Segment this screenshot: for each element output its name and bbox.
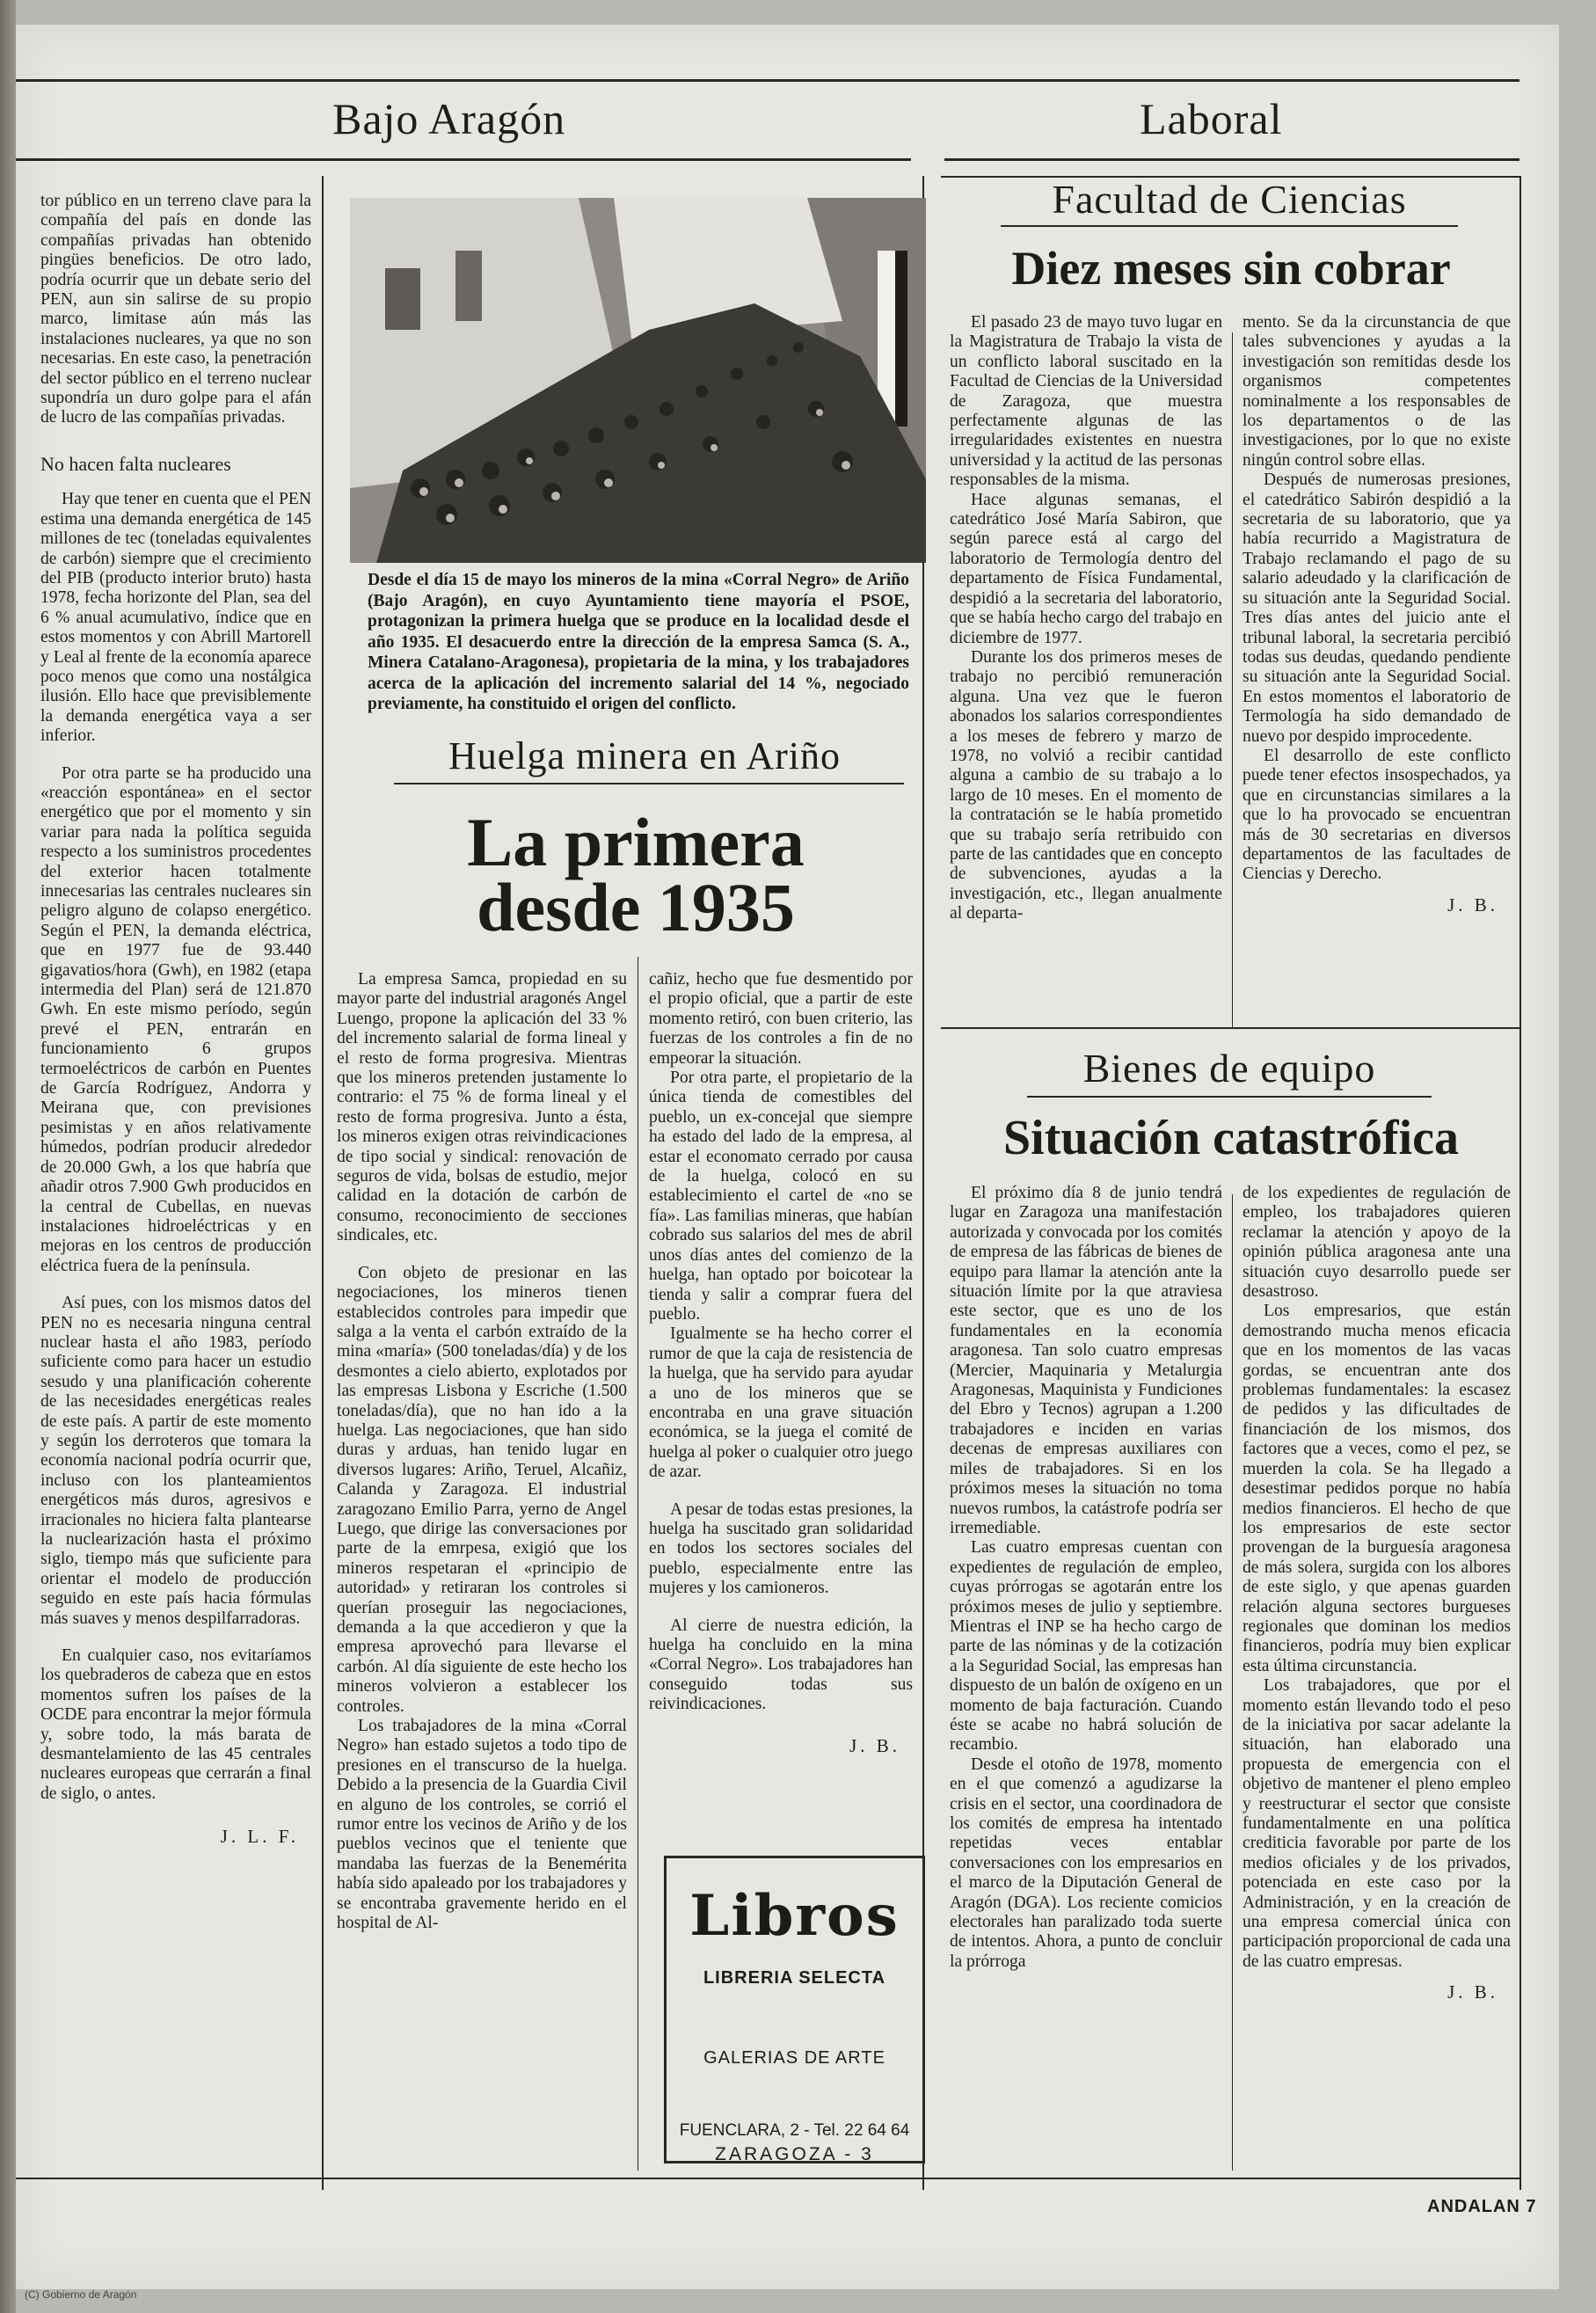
miners-crowd-photo bbox=[350, 198, 926, 563]
facultad-paragraph: Durante los dos primeros meses de trabajo no percibió remuneración alguna. Una vez que le fueron abonados los salarios correspondientes a los meses de febrero y marzo de 1978, no volvió a recibir cantidad alguna a cambio de su trabajo a lo largo de 10 meses. En el momento de la contratación se le había prometido que su trabajo sería retribuido con parte de las cantidades que en concepto de subvenciones, ayudas a la investigación, etc., llegan anualmente al departa- bbox=[950, 647, 1222, 923]
facultad-kicker: Facultad de Ciencias bbox=[1052, 177, 1407, 222]
bienes-column-1 bbox=[950, 1184, 1222, 1972]
ad-address: FUENCLARA, 2 - Tel. 22 64 64 bbox=[679, 2121, 910, 2140]
page-folio: ANDALAN 7 bbox=[1427, 2197, 1537, 2216]
bienes-title: Situación catastrófica bbox=[1003, 1111, 1459, 1165]
nuclear-paragraph: Así pues, con los mismos datos del PEN no es necesaria ninguna central nuclear hasta el año 1983, período suficiente como para hacer un estudio sesudo y una planificación coherente de las necesidades energéticas reales de este país. A partir de este momento y según los derroteros que tomara la economía nacional podría ocurrir que, incluso con los planteamientos energéticos más duros, agresivos e irracionales no hiciera falta plantearse la nuclearización hasta el próximo siglo, tiempo más que suficiente para orientar el modelo de producción seguido en este país hacia fórmulas más suaves y menos despilfarradoras. bbox=[40, 1294, 311, 1628]
huelga-paragraph: cañiz, hecho que fue desmentido por el propio oficial, que a partir de este momento retiró, con buen criterio, las fuerzas de los controles a fin de no empeorar la situación. bbox=[649, 970, 913, 1068]
huelga-paragraph: Al cierre de nuestra edición, la huelga ha concluido en la mina «Corral Negro». Los trabajadores han conseguido todas sus reivindicaciones. bbox=[649, 1616, 913, 1714]
right-box-side bbox=[1519, 176, 1521, 2190]
section-header-right: Laboral bbox=[1140, 94, 1283, 143]
photo-caption: Desde el día 15 de mayo los mineros de la mina «Corral Negro» de Ariño (Bajo Aragón), en cuyo Ayuntamiento tiene mayoría el PSOE, protagonizan la primera huelga que se produce en la localidad desde el año 1935. El desacuerdo entre la dirección de la empresa Samca (S. A., Minera Catalano-Aragonesa), propietaria de la mina, y los trabajadores acerca de la aplicación del incremento salarial del 14 %, negociado previamente, ha constituido el origen del conflicto. bbox=[368, 571, 909, 713]
column-divider-left bbox=[322, 176, 324, 2190]
huelga-column-2 bbox=[649, 970, 913, 1755]
huelga-paragraph: Con objeto de presionar en las negociaciones, los mineros tienen establecidos controles para impedir que salga a la venta el carbón extraído de la mina «maría» (500 toneladas/día) y de los desmontes a cielo abierto, explotados por las empresas Lisbona y Escriche (1.500 toneladas/día), que no han ido a la huelga. Las negociaciones, que han sido duras y arduas, han tenido lugar en diversos lugares: Ariño, Teruel, Alcañiz, Calanda y Zaragoza. El industrial zaragozano Emilio Parra, yerno de Angel Luego, que dirige las conversaciones por parte de la emrpesa, exigió que los mineros respetaran el «principio de autoridad» y retiraran los controles si querían proseguir las negociaciones, demanda a la que accedieron y que la empresa aprovechó para llevarse el carbón. Al día siguiente de este hecho los mineros volvieron a establecer los controles. bbox=[337, 1263, 627, 1716]
facultad-paragraph: El desarrollo de este conflicto puede tener efectos insospechados, ya que en circunstancias similares a la que lo ha provocado se encuentran más de 30 secretarias en diversos departamentos de las facultades de Ciencias y Derecho. bbox=[1243, 746, 1511, 884]
bienes-paragraph: Los empresarios, que están demostrando mucha menos eficacia que en los momentos de las vacas gordas, se encuentran ante dos problemas fundamentales: la escasez de pedidos y las dificultades de financiación de los mismos, dos factores que a veces, como el pez, se muerden la cola. Se ha llegado a desestimar pedidos porque no había medios financieros. El hecho de que los empresarios de este sector provengan de la burguesía aragonesa de más solera, surgida con los albores de este siglo, y que apenas guarden relación alguna sectores burgueses regionales que dominan los medios financieros, podría muy bien explicar esta última circunstancia. bbox=[1243, 1302, 1511, 1675]
bienes-paragraph: El próximo día 8 de junio tendrá lugar en Zaragoza una manifestación autorizada y convocada por los comités de empresa de las fábricas de bienes de equipo para llamar la atención ante la situación límite por la que atraviesa este sector, que es uno de los fundamentales en la economía aragonesa. Tan solo cuatro empresas (Mercier, Maquinaria y Metalurgia Aragonesas, Maquinista y Fundiciones del Ebro y Tecnos) agrupan a 1.200 trabajadores e inciden en varias decenas de empresas auxiliares con miles de trabajadores. Si en los próximos meses la situación no toma nuevos rumbos, la catástrofe podría ser irremediable. bbox=[950, 1184, 1222, 1537]
kicker-underline bbox=[394, 783, 904, 784]
facultad-column-1 bbox=[950, 313, 1222, 924]
ad-line: GALERIAS DE ARTE bbox=[703, 2048, 885, 2068]
nuclear-intro: tor público en un terreno clave para la compañía del país en donde las compañías privadas han obtenido pingües beneficios. De otro lado, podría ocurrir que un debate serio del PEN, aun sin salirse de su propio marco, limitase aún más las instalaciones nucleares, ya que no son necesarias. En este caso, la penetración del sector público en el terreno nuclear supondría un duro golpe para el afán de lucro de las compañías privadas. bbox=[40, 192, 311, 427]
section-header-left: Bajo Aragón bbox=[332, 94, 566, 143]
bienes-paragraph: Desde el otoño de 1978, momento en el que comenzó a agudizarse la crisis en el sector, una coordinadora de los comités de empresa ha intentado repetidas veces entablar conversaciones con los empresarios en el marco de la Diputación General de Aragón (DGA). Los reciente comicios electorales han paralizado toda suerte de intentos. Ahora, a punto de concluir la prórroga bbox=[950, 1755, 1222, 1971]
newspaper-page bbox=[16, 25, 1559, 2289]
bienes-paragraph: Los trabajadores, que por el momento están llevando todo el peso de la iniciativa por sacar adelante la situación, han elaborado una propuesta de emergencia con el objetivo de mantener el pleno empleo y reestructurar el sector que consiste fundamentalmente en una política crediticia favorable por parte de los medios oficiales y de los privados, potenciada en este caso por la Administración, y en la creación de una empresa comercial única con participación proporcional de cada una de las cuatro empresas. bbox=[1243, 1676, 1511, 1971]
facultad-column-2 bbox=[1243, 313, 1511, 915]
ad-brand: Libros bbox=[689, 1883, 900, 1949]
facultad-paragraph: El pasado 23 de mayo tuvo lugar en la Magistratura de Trabajo la vista de un conflicto laboral suscitado en la Facultad de Ciencias de la Universidad de Zaragoza, que muestra perfectamente algunas de las irregularidades existentes en nuestra universidad y la actitud de las personas responsables de la misma. bbox=[950, 313, 1222, 490]
header-bottom-rule-left bbox=[16, 158, 911, 161]
huelga-paragraph: Igualmente se ha hecho correr el rumor de que la caja de resistencia de la huelga, que ha servido para ayudar a uno de los mineros que se encontraba en una grave situación económica, se la juega el comité de huelga al poker o cualquier otro juego de azar. bbox=[649, 1324, 913, 1482]
bienes-paragraph: Las cuatro empresas cuentan con expedientes de regulación de empleo, cuyas prórrogas se agotarán entre los próximos meses de julio y septiembre. Mientras el INP se ha hecho cargo de parte de las nóminas y de la cotización a la Seguridad Social, las empresas han dispuesto de un balón de oxígeno en un momento de baja facturación. Cuando éste se acabe no habrá solución de recambio. bbox=[950, 1538, 1222, 1755]
facultad-paragraph: Hace algunas semanas, el catedrático José María Sabiron, que según parece está al cargo del laboratorio de Termología dentro del departamento de Física Fundamental, despidió a la secretaria del laboratorio, que se había hecho cargo del trabajo en diciembre de 1977. bbox=[950, 490, 1222, 647]
bienes-column-2 bbox=[1243, 1184, 1511, 2003]
page-edge-shadow bbox=[0, 0, 16, 2313]
ad-line: LIBRERIA SELECTA bbox=[703, 1968, 886, 1988]
header-top-rule bbox=[16, 79, 1519, 82]
nuclear-article-column bbox=[40, 192, 311, 1847]
nuclear-paragraph: En cualquier caso, nos evitaríamos los quebraderos de cabeza que en estos momentos sufren los países de la OCDE para encontrar la mejor fórmula y, sobre todo, la más barata de desmantelamiento de las 45 centrales nucleares europeas que cerrarán a final de siglo, o antes. bbox=[40, 1646, 311, 1803]
header-bottom-rule-right bbox=[944, 158, 1519, 161]
facultad-kicker-underline bbox=[1001, 225, 1458, 227]
nuclear-paragraph: Hay que tener en cuenta que el PEN estima una demanda energética de 145 millones de tec (toneladas equivalentes de carbón) siempre que el crecimiento del PIB (producto interior bruto) hasta 1978, fecha horizonte del Plan, sea del 6 % anual acumulativo, índice que en estos momentos y con Abrill Martorell y Leal al frente de la economía aparece poco menos que como una nostálgica ilusión. Ello hace que previsiblemente la demanda energética vaya a ser inferior. bbox=[40, 490, 311, 746]
nuclear-subhead: No hacen falta nucleares bbox=[40, 452, 231, 475]
bienes-kicker: Bienes de equipo bbox=[1082, 1046, 1376, 1091]
facultad-signature: J. B. bbox=[1447, 894, 1498, 916]
huelga-paragraph: Los trabajadores de la mina «Corral Negro» han estado sujetos a todo tipo de presiones en el transcurso de la huelga. Debido a la presencia de la Guardia Civil en alguno de los controles, se corrió el rumor entre los vecinos de Ariño y de los pueblos vecinos que el teniente que mandaba las fuerzas de la Benemérita había sido apaleado por los trabajadores y se encontraba gravemente herido en el hospital de Al- bbox=[337, 1717, 627, 1933]
huelga-paragraph: La empresa Samca, propiedad en su mayor parte del industrial aragonés Angel Luengo, propone la aplicación del 33 % del incremento salarial de forma lineal y el resto de forma progresiva. Mientras que los mineros pretenden justamente lo contrario: el 75 % de forma lineal y el resto de forma progresiva. Junto a ésta, los mineros exigen otras reivindicaciones de tipo social y sindical: renovación de seguros de vida, bolsas de estudio, mejor calidad en la dotación de carbón de consumo, reconocimiento de secciones sindicales, etc. bbox=[337, 970, 627, 1245]
footer-rule bbox=[16, 2178, 1519, 2179]
nuclear-paragraph: Por otra parte se ha producido una «reacción espontánea» en el sector energético que por el momento y sin variar para nada la política seguida respecto a los suministros procedentes del exterior hacen totalmente innecesarias las centrales nucleares sin peligro alguno de colapso energético. Según el PEN, la demanda eléctrica, que en 1977 fue de 93.440 gigavatios/hora (Gwh), en 1982 (etapa intermedia del Plan) será de 121.870 Gwh. En este mismo período, según prevé el PEN, entrarán en funcionamiento 6 grupos termoeléctricos de carbón en Puentes de García Rodríguez, Andorra y Meirana que, con previsiones pesimistas y en años relativamente húmedos, podrían producir alrededor de 20.000 Gwh, a los que habría que añadir otros 7.900 Gwh producidos en la central de Cubellas, en nuevas instalaciones hidroeléctricas y en mejoras en los centros de producción eléctrica fuera de la península. bbox=[40, 763, 311, 1275]
facultad-paragraph: Después de numerosas presiones, el catedrático Sabirón despidió a la secretaria de su laboratorio, que ya había recurrido a Magistratura de Trabajo reclamando el pago de su salario adeudado y la clarificación de su situación ante la Seguridad Social. Tres días antes del juicio ante el tribunal laboral, la secretaria percibió todas sus deudas, quedando pendiente su situación ante la Seguridad Social. En estos momentos el laboratorio de Termología ha sido demandado de nuevo por despido improcedente. bbox=[1243, 471, 1511, 746]
huelga-title-line2: desde 1935 bbox=[477, 869, 795, 945]
right-box-bottom bbox=[941, 1027, 1521, 1029]
facultad-title: Diez meses sin cobrar bbox=[1011, 242, 1451, 295]
bienes-signature: J. B. bbox=[1447, 1981, 1498, 2003]
inner-column-divider-bottom bbox=[1232, 1194, 1233, 2171]
huelga-paragraph: Por otra parte, el propietario de la única tienda de comestibles del pueblo, un ex-concejal que siempre ha estado del lado de la empresa, al estar el economato cerrado por causa de la huelga, colocó en su establecimiento el cartel de «no se fía». Las familias mineras, que habían cobrado sus salarios del mes de abril unos días antes del comienzo de la huelga, han optado por boicotear la tienda y salir a comprar fuera del pueblo. bbox=[649, 1069, 913, 1324]
huelga-signature: J. B. bbox=[849, 1734, 900, 1756]
huelga-paragraph: A pesar de todas estas presiones, la huelga ha suscitado gran solidaridad en todos los sectores sociales del pueblo, especialmente entre las mujeres y los camioneros. bbox=[649, 1499, 913, 1598]
bienes-kicker-underline bbox=[1027, 1096, 1432, 1098]
libros-advertisement bbox=[664, 1856, 925, 2163]
nuclear-signature: J. L. F. bbox=[220, 1826, 299, 1848]
copyright-stamp: (C) Gobierno de Aragón bbox=[25, 2288, 137, 2301]
inner-column-divider-top bbox=[1232, 332, 1233, 1027]
miners-crowd-illustration bbox=[350, 198, 926, 563]
huelga-kicker: Huelga minera en Ariño bbox=[448, 734, 841, 777]
facultad-paragraph: mento. Se da la circunstancia de que tales subvenciones y ayudas a la investigación son remitidas desde los organismos competentes nominalmente a los responsables de los departamentos o de las investigaciones, por lo que no existe ningún control sobre ellas. bbox=[1243, 313, 1511, 470]
bienes-paragraph: de los expedientes de regulación de empleo, los trabajadores quieren reclamar la atención y apoyo de la opinión pública aragonesa ante una situación cuyo desarrollo puede ser desastroso. bbox=[1243, 1184, 1511, 1302]
huelga-column-1 bbox=[337, 970, 627, 1934]
huelga-title-line1: La primera bbox=[467, 804, 805, 880]
ad-city: ZARAGOZA - 3 bbox=[715, 2144, 874, 2164]
